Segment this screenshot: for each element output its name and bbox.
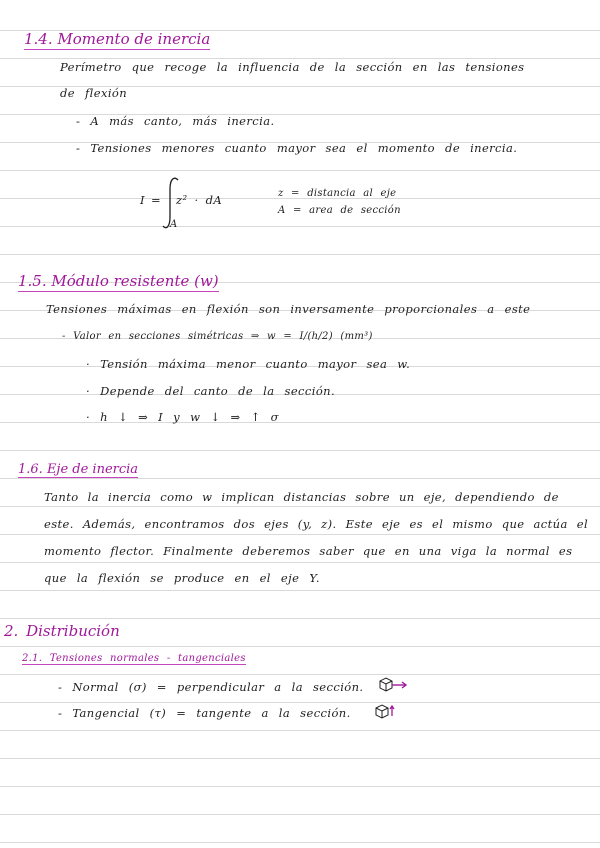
s15-bullet-3: · h ↓ ⇒ I y w ↓ ⇒ ↑ σ [86, 410, 279, 424]
normal-stress-cube-icon [374, 675, 410, 695]
s15-bullet-2: · Depende del canto de la sección. [86, 384, 336, 398]
s14-line-2: de flexión [60, 86, 128, 100]
s16-line-2: este. Además, encontramos dos ejes (y, z). Este eje es el mismo que actúa el [44, 517, 589, 531]
tangential-stress-cube-icon [370, 702, 400, 722]
inertia-formula [138, 175, 248, 233]
s16-line-4: que la flexión se produce en el eje Y. [44, 571, 320, 585]
s2-bullet-normal: - Normal (σ) = perpendicular a la sección. [58, 680, 364, 694]
s15-line: Tensiones máximas en flexión son inversamente proporcionales a este [46, 302, 531, 316]
s14-bullet-1: - A más canto, más inercia. [76, 114, 275, 128]
heading-2-1: 2.1. Tensiones normales - tangenciales [22, 653, 246, 664]
formula-legend-a: A = area de sección [278, 205, 401, 216]
s14-bullet-2: - Tensiones menores cuanto mayor sea el momento de inercia. [76, 141, 518, 155]
heading-1-6: 1.6. Eje de inercia [18, 462, 139, 477]
heading-1-5: 1.5. Módulo resistente (w) [18, 272, 219, 290]
s16-line-1: Tanto la inercia como w implican distancias sobre un eje, dependiendo de [44, 490, 559, 504]
s2-bullet-tangential: - Tangencial (τ) = tangente a la sección. [58, 706, 351, 720]
s14-line-1: Perímetro que recoge la influencia de la sección en las tensiones [60, 60, 525, 74]
formula-lhs: I = [140, 193, 162, 207]
formula-integrand: z² · dA [176, 193, 223, 207]
heading-2: 2. Distribución [4, 622, 120, 640]
s15-sub: - Valor en secciones simétricas ⇒ w = I/(h/2) (mm³) [62, 331, 373, 342]
heading-1-4: 1.4. Momento de inercia [24, 30, 211, 48]
formula-legend-z: z = distancia al eje [278, 188, 397, 199]
s16-line-3: momento flector. Finalmente deberemos saber que en una viga la normal es [44, 544, 573, 558]
s15-bullet-1: · Tensión máxima menor cuanto mayor sea w. [86, 357, 411, 371]
formula-sub: A [170, 219, 178, 230]
